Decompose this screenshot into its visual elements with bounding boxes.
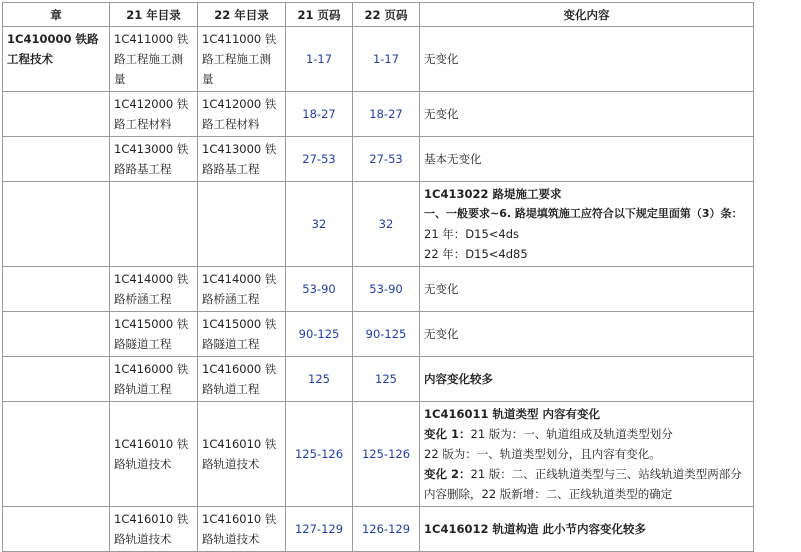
dir22-cell: 1C416010 铁路轨道技术 xyxy=(198,402,286,507)
dir22-cell: 1C415000 铁路隧道工程 xyxy=(198,312,286,357)
change-cell: 无变化 xyxy=(420,267,754,312)
change-table xyxy=(2,2,754,552)
dir22-cell: 1C411000 铁路工程施工测量 xyxy=(198,27,286,92)
change-line-section: 一、一般要求~6. 路堤填筑施工应符合以下规定里面第（3）条： xyxy=(424,207,743,220)
change-cell: 1C416012 轨道构造 此小节内容变化较多 xyxy=(420,507,754,552)
page22-cell: 53-90 xyxy=(353,267,420,312)
change-1-text2: 22 版为：一、轨道类型划分，且内容有变化。 xyxy=(424,447,661,461)
dir22-cell: 1C412000 铁路工程材料 xyxy=(198,92,286,137)
page21-cell: 32 xyxy=(286,182,353,267)
dir21-cell: 1C411000 铁路工程施工测量 xyxy=(110,27,198,92)
page22-cell: 90-125 xyxy=(353,312,420,357)
dir21-cell: 1C414000 铁路桥涵工程 xyxy=(110,267,198,312)
dir21-cell: 1C412000 铁路工程材料 xyxy=(110,92,198,137)
header-row xyxy=(3,3,754,27)
dir21-cell xyxy=(110,182,198,267)
dir21-cell: 1C416010 铁路轨道技术 xyxy=(110,507,198,552)
change-1-text: 21 版为：一、轨道组成及轨道类型划分 xyxy=(470,427,673,441)
table-row xyxy=(3,267,754,312)
change-2-label: 变化 2： xyxy=(424,467,471,481)
chapter-cell-empty xyxy=(3,312,110,357)
change-2-text: 21 版：二、正线轨道类型与三、站线轨道类型两部分内容删除，22 版新增：二、正线轨道类型的确定 xyxy=(424,467,742,501)
chapter-cell: 1C410000 铁路工程技术 xyxy=(3,27,110,92)
page22-cell: 125 xyxy=(353,357,420,402)
page21-cell: 90-125 xyxy=(286,312,353,357)
dir21-cell: 1C415000 铁路隧道工程 xyxy=(110,312,198,357)
dir21-cell: 1C413000 铁路路基工程 xyxy=(110,137,198,182)
table-row xyxy=(3,182,754,267)
page21-cell: 125-126 xyxy=(286,402,353,507)
chapter-cell-empty xyxy=(3,92,110,137)
dir22-cell: 1C416010 铁路轨道技术 xyxy=(198,507,286,552)
page21-cell: 125 xyxy=(286,357,353,402)
page22-cell: 125-126 xyxy=(353,402,420,507)
table-row xyxy=(3,92,754,137)
header-dir22: 22 年目录 xyxy=(198,3,286,27)
header-page21: 21 页码 xyxy=(286,3,353,27)
page22-cell: 27-53 xyxy=(353,137,420,182)
page21-cell: 1-17 xyxy=(286,27,353,92)
table-row xyxy=(3,312,754,357)
table-row xyxy=(3,357,754,402)
page22-cell: 126-129 xyxy=(353,507,420,552)
change-line-21: 21 年：D15<4ds xyxy=(424,227,520,241)
table-row xyxy=(3,137,754,182)
change-2 xyxy=(424,464,749,504)
change-cell: 无变化 xyxy=(420,312,754,357)
header-chapter: 章 xyxy=(3,3,110,27)
table-row xyxy=(3,27,754,92)
chapter-cell-empty xyxy=(3,507,110,552)
table-row xyxy=(3,507,754,552)
change-line-title: 1C413022 路堤施工要求 xyxy=(424,187,562,201)
header-dir21: 21 年目录 xyxy=(110,3,198,27)
page22-cell: 18-27 xyxy=(353,92,420,137)
dir22-cell xyxy=(198,182,286,267)
dir22-cell: 1C413000 铁路路基工程 xyxy=(198,137,286,182)
dir22-cell: 1C416000 铁路轨道工程 xyxy=(198,357,286,402)
change-title: 1C416011 轨道类型 内容有变化 xyxy=(424,407,600,421)
change-cell: 无变化 xyxy=(420,92,754,137)
change-cell xyxy=(420,402,754,507)
table-row xyxy=(3,402,754,507)
change-cell: 内容变化较多 xyxy=(420,357,754,402)
dir21-cell: 1C416000 铁路轨道工程 xyxy=(110,357,198,402)
change-cell: 无变化 xyxy=(420,27,754,92)
page21-cell: 127-129 xyxy=(286,507,353,552)
page22-cell: 32 xyxy=(353,182,420,267)
change-cell xyxy=(420,182,754,267)
chapter-cell-empty xyxy=(3,267,110,312)
chapter-cell-empty xyxy=(3,402,110,507)
page22-cell: 1-17 xyxy=(353,27,420,92)
page21-cell: 18-27 xyxy=(286,92,353,137)
chapter-cell-empty xyxy=(3,182,110,267)
chapter-cell-empty xyxy=(3,357,110,402)
change-cell: 基本无变化 xyxy=(420,137,754,182)
header-change: 变化内容 xyxy=(420,3,754,27)
page21-cell: 53-90 xyxy=(286,267,353,312)
change-line-22: 22 年：D15<4d85 xyxy=(424,247,528,261)
chapter-cell-empty xyxy=(3,137,110,182)
dir21-cell: 1C416010 铁路轨道技术 xyxy=(110,402,198,507)
page21-cell: 27-53 xyxy=(286,137,353,182)
change-1 xyxy=(424,424,749,444)
dir22-cell: 1C414000 铁路桥涵工程 xyxy=(198,267,286,312)
header-page22: 22 页码 xyxy=(353,3,420,27)
change-1-label: 变化 1： xyxy=(424,427,471,441)
